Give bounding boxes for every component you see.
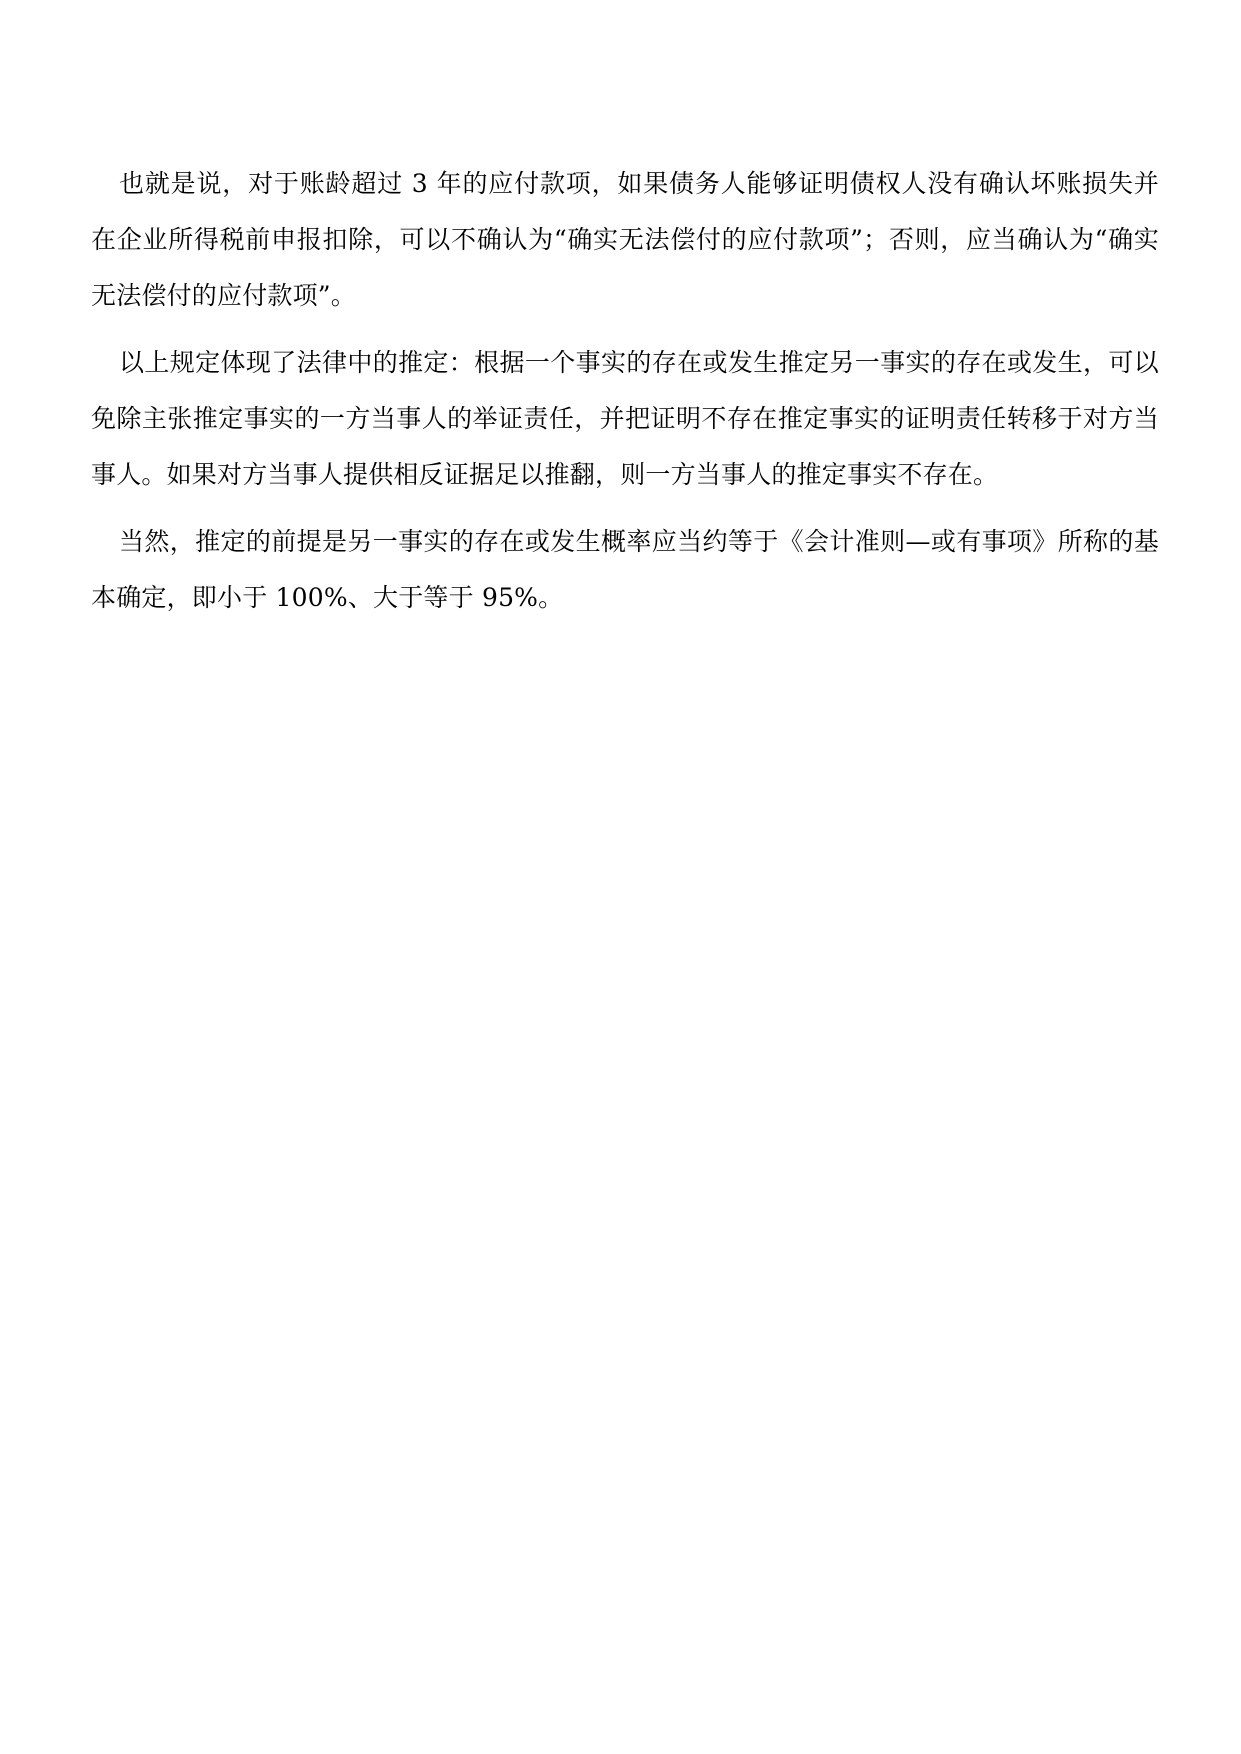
- paragraph-1: 也就是说，对于账龄超过 3 年的应付款项，如果债务人能够证明债权人没有确认坏账损失并在企业所得税前申报扣除，可以不确认为“确实无法偿付的应付款项”；否则，应当确认为“确实无法偿付的应付款项”。: [91, 169, 1159, 310]
- document-body: [91, 156, 1159, 637]
- paragraph-3: 当然，推定的前提是另一事实的存在或发生概率应当约等于《会计准则—或有事项》所称的基本确定，即小于 100%、大于等于 95%。: [91, 527, 1159, 612]
- paragraph-2: 以上规定体现了法律中的推定：根据一个事实的存在或发生推定另一事实的存在或发生，可以免除主张推定事实的一方当事人的举证责任，并把证明不存在推定事实的证明责任转移于对方当事人。如果对方当事人提供相反证据足以推翻，则一方当事人的推定事实不存在。: [91, 348, 1159, 489]
